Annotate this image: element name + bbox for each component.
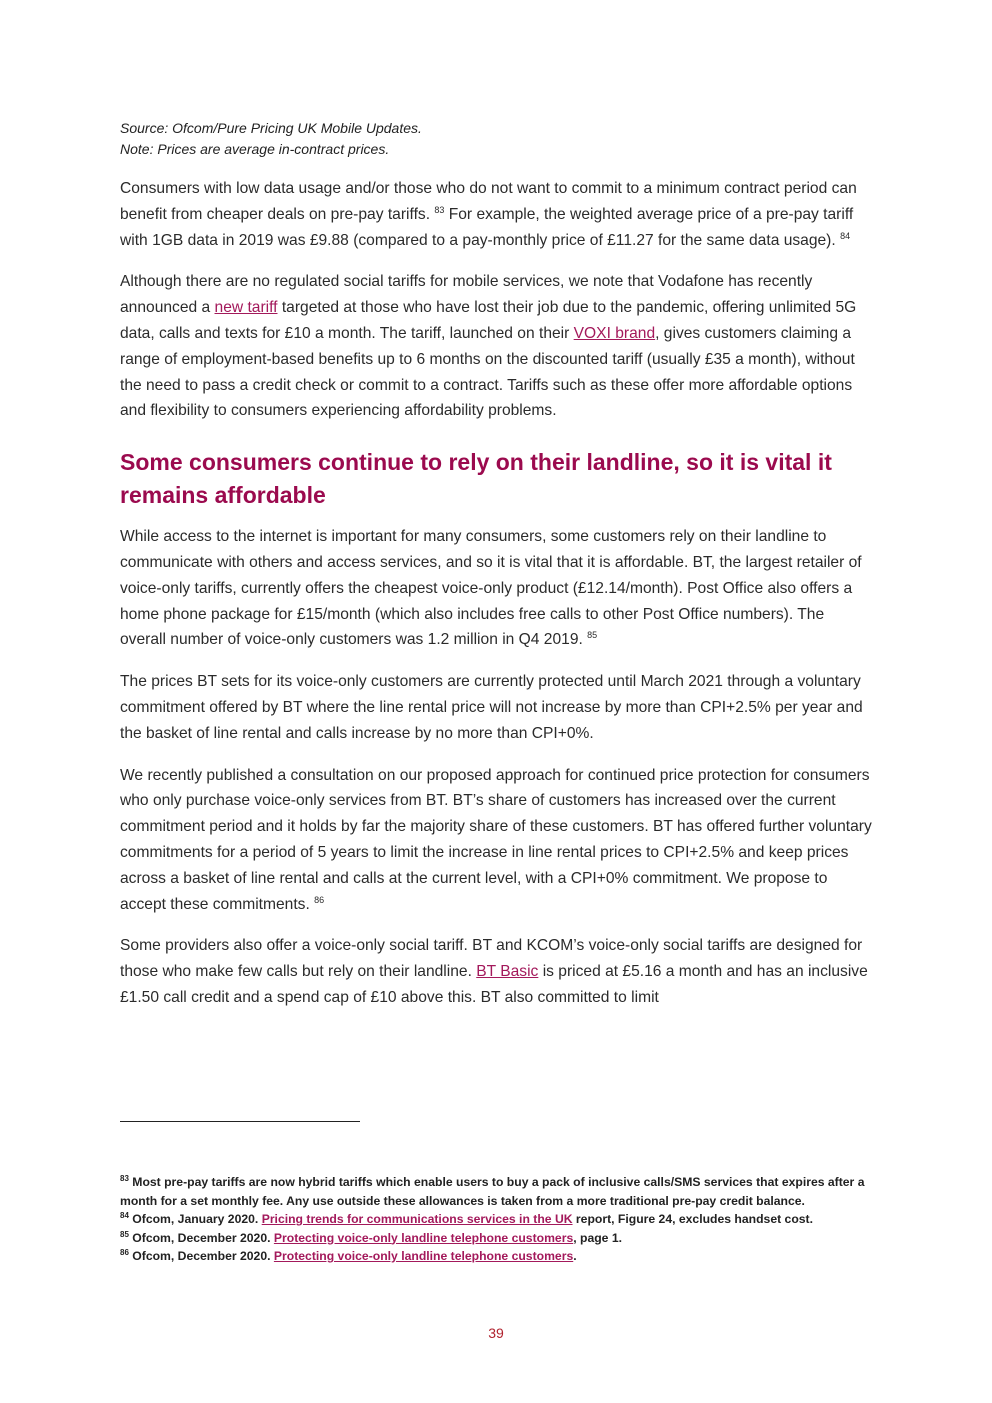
page-number: 39 [488, 1325, 504, 1341]
footnotes [120, 1173, 872, 1266]
pricing-trends-link[interactable]: Pricing trends for communications services in the UK [261, 1212, 573, 1226]
footnote-ref-83[interactable]: 83 [434, 204, 445, 215]
footnote-divider [120, 1121, 360, 1122]
page-content [120, 118, 872, 1011]
protecting-voice-only-link-2[interactable]: Protecting voice-only landline telephone customers [273, 1249, 574, 1263]
paragraph-landline: While access to the internet is important for many consumers, some customers rely on their landline to communicate with others and access services, and so it is vital that it is affordable. BT, the largest retailer of voice-only tariffs, currently offers the cheapest voice-only product (£12.14/month). Post Office also offers a home phone package for £15/month (which also includes free calls to other Post Office numbers). The overall number of voice-only customers was 1.2 million in Q4 2019. $^{85}$ [120, 528, 862, 649]
footnote-83: $^{83}$ Most pre-pay tariffs are now hybrid tariffs which enable users to buy a pack of inclusive calls/SMS services that expires after a month for a set monthly fee. Any use outside these allowances is taken from a more traditional pre-pay credit balance. [120, 1173, 865, 1208]
paragraph-consultation: We recently published a consultation on our proposed approach for continued price protection for consumers who only purchase voice-only services from BT. BT’s share of customers has increased over the current commitment period and it holds by far the majority share of these customers. BT has offered further voluntary commitments for a period of 5 years to limit the increase in line rental prices to CPI+2.5% and keep prices across a basket of line rental and calls at the current level, with a CPI+0% commitment. We propose to accept these commitments. $^{86}$ [120, 766, 872, 913]
paragraph-voice-social-tariff: Some providers also offer a voice-only social tariff. BT and KCOM’s voice-only social tariffs are designed for those who make few calls but rely on their landline. BT Basic is priced at £5.16 a month and has an inclusive £1.50 call credit and a spend cap of £10 above this. BT also committed to limit [120, 937, 868, 1006]
note-line: Note: Prices are average in-contract prices. [120, 141, 390, 157]
paragraph-bt-prices: The prices BT sets for its voice-only customers are currently protected until March 2021 through a voluntary commitment offered by BT where the line rental price will not increase by more than CPI+2.5% per year and the basket of line rental and calls increase by no more than CPI+0%. [120, 673, 863, 742]
footnote-85: $^{85}$ Ofcom, December 2020. Protecting voice-only landline telephone customers, page 1. [120, 1229, 623, 1245]
footnote-ref-85[interactable]: 85 [587, 630, 598, 641]
section-heading: Some consumers continue to rely on their landline, so it is vital it remains affordable [120, 449, 832, 509]
footnote-ref-84[interactable]: 84 [840, 230, 851, 241]
bt-basic-link[interactable]: BT Basic [476, 963, 539, 981]
protecting-voice-only-link[interactable]: Protecting voice-only landline telephone customers [273, 1230, 574, 1245]
footnote-ref-86[interactable]: 86 [314, 894, 325, 905]
new-tariff-link[interactable]: new tariff [214, 299, 278, 317]
footnote-86: $^{86}$ Ofcom, December 2020. Protecting voice-only landline telephone customers. [120, 1247, 577, 1263]
source-line: Source: Ofcom/Pure Pricing UK Mobile Updates. [120, 120, 422, 136]
figure-source-note [120, 118, 872, 160]
footnote-84: $^{84}$ Ofcom, January 2020. Pricing trends for communications services in the UK report, Figure 24, excludes handset cost. [120, 1210, 813, 1226]
paragraph-prepay: Consumers with low data usage and/or those who do not want to commit to a minimum contract period can benefit from cheaper deals on pre-pay tariffs. $^{83}$ For example, the weighted average price of a pre-pay tariff with 1GB data in 2019 was £9.88 (compared to a pay-monthly price of £11.27 for the same data usage). $^{84}$ [120, 180, 857, 249]
voxi-brand-link[interactable]: VOXI brand [573, 324, 656, 342]
paragraph-social-tariffs-mobile: Although there are no regulated social tariffs for mobile services, we note that Vodafone has recently announced a new tariff targeted at those who have lost their job due to the pandemic, offering unlimited 5G data, calls and texts for £10 a month. The tariff, launched on their VOXI brand, gives customers claiming a range of employment-based benefits up to 6 months on the discounted tariff (usually £35 a month), without the need to pass a credit check or commit to a contract. Tariffs such as these offer more affordable options and flexibility to consumers experiencing affordability problems. [120, 273, 857, 420]
